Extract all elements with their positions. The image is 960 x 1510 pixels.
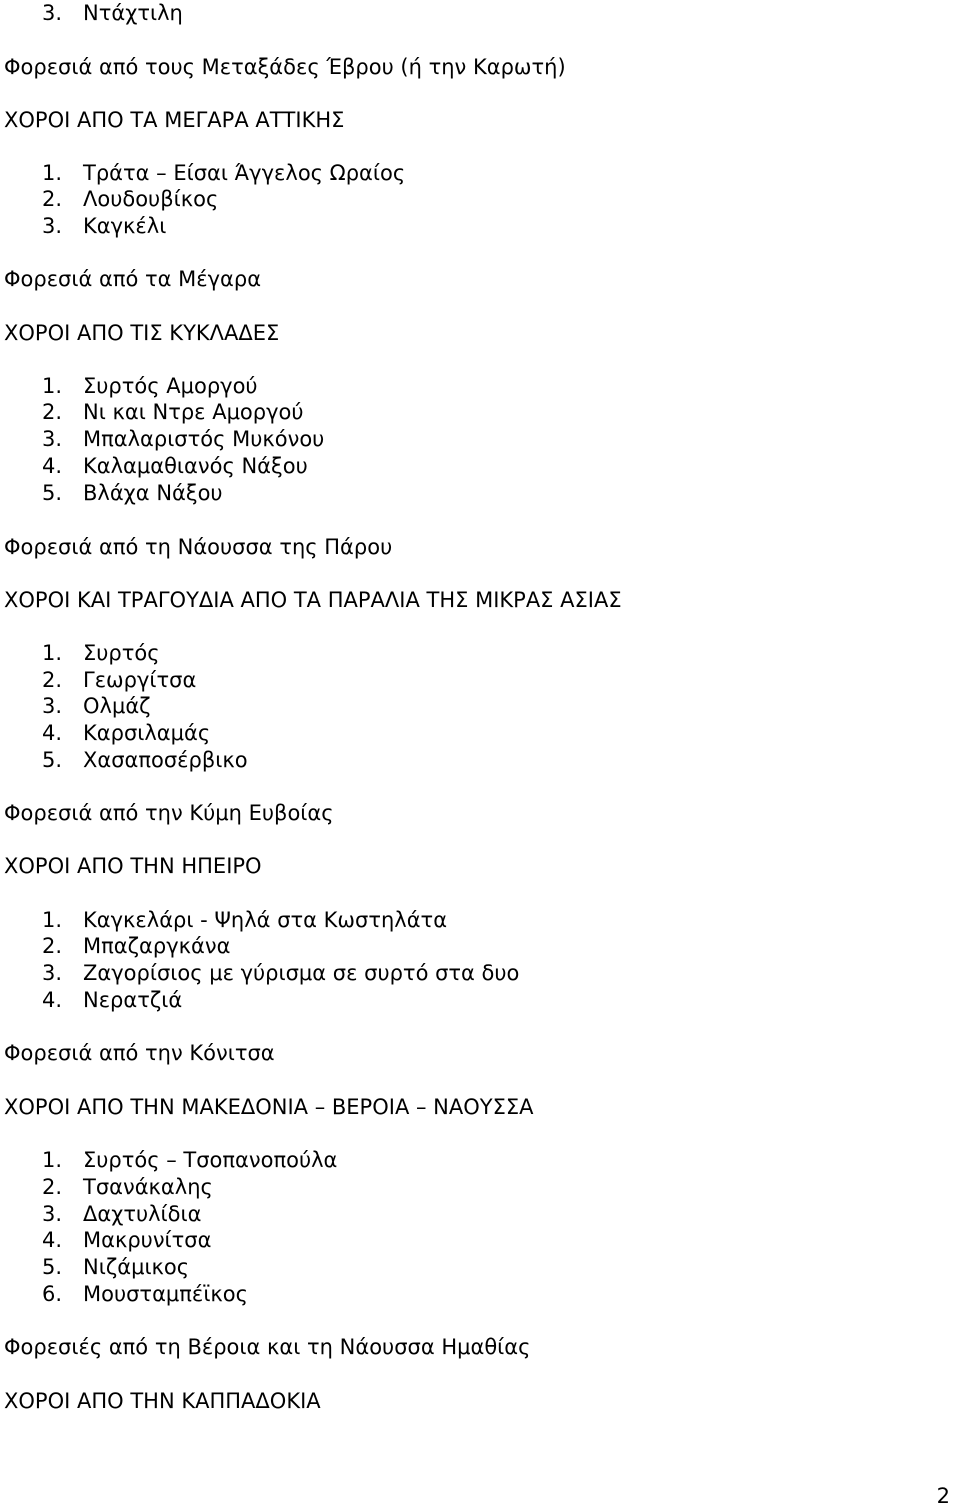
list-item-text: Νιζάμικος [83, 1255, 190, 1279]
list-item-text: Νι και Ντρε Αμοργού [83, 400, 304, 424]
list-item-text: Μπαζαργκάνα [83, 934, 231, 958]
section-heading: ΧΟΡΟΙ ΑΠΟ ΤΑ ΜΕΓΑΡΑ ΑΤΤΙΚΗΣ [4, 108, 345, 132]
list-item-text: Συρτός – Τσοπανοπούλα [83, 1148, 338, 1172]
list-item-text: Γεωργίτσα [83, 668, 197, 692]
section-heading: ΧΟΡΟΙ ΑΠΟ ΤΗΝ ΜΑΚΕΔΟΝΙΑ – ΒΕΡΟΙΑ – ΝΑΟΥΣΣΑ [4, 1095, 534, 1119]
list-item [42, 373, 258, 400]
list-item-text: Βλάχα Νάξου [83, 481, 223, 505]
list-item-number: 2. [42, 934, 63, 958]
list-item [42, 640, 160, 667]
list-item-number: 5. [42, 1255, 63, 1279]
list-item-number: 2. [42, 668, 63, 692]
list-item-text: Τράτα – Είσαι Άγγελος Ωραίος [83, 161, 406, 185]
list-item [42, 1254, 189, 1281]
list-item-number: 2. [42, 187, 63, 211]
list-item-number: 3. [42, 961, 63, 985]
costume-note: Φορεσιά από τα Μέγαρα [4, 267, 262, 291]
list-item-text: Μπαλαριστός Μυκόνου [83, 427, 325, 451]
list-item-number: 1. [42, 161, 63, 185]
list-item [42, 667, 196, 694]
list-item [42, 693, 151, 720]
list-item-text: Συρτός Αμοργού [83, 374, 258, 398]
list-item-number: 4. [42, 1228, 63, 1252]
list-item [42, 1174, 213, 1201]
list-item-number: 1. [42, 1148, 63, 1172]
list-item [42, 213, 166, 240]
list-item-number: 3. [42, 427, 63, 451]
list-item-number: 6. [42, 1282, 63, 1306]
list-item [42, 747, 248, 774]
list-item [42, 0, 183, 27]
section-heading: ΧΟΡΟΙ ΑΠΟ ΤΗΝ ΗΠΕΙΡΟ [4, 854, 262, 878]
list-item [42, 720, 210, 747]
costume-note: Φορεσιά από τους Μεταξάδες Έβρου (ή την Καρωτή) [4, 55, 566, 79]
list-item [42, 480, 223, 507]
list-item [42, 1201, 201, 1228]
costume-note: Φορεσιά από την Κύμη Ευβοίας [4, 801, 334, 825]
list-item [42, 186, 218, 213]
list-item-number: 4. [42, 721, 63, 745]
list-item [42, 1281, 248, 1308]
list-item-text: Καγκέλι [83, 214, 167, 238]
list-item-number: 3. [42, 1, 63, 25]
list-item-text: Λουδουβίκος [83, 187, 219, 211]
list-item [42, 399, 304, 426]
list-item [42, 160, 405, 187]
list-item-text: Μακρυνίτσα [83, 1228, 212, 1252]
list-item-number: 4. [42, 988, 63, 1012]
section-heading: ΧΟΡΟΙ ΑΠΟ ΤΙΣ ΚΥΚΛΑΔΕΣ [4, 321, 280, 345]
list-item-number: 1. [42, 908, 63, 932]
list-item [42, 907, 447, 934]
list-item-text: Δαχτυλίδια [83, 1202, 202, 1226]
list-item-text: Ντάχτιλη [83, 1, 183, 25]
list-item-number: 3. [42, 1202, 63, 1226]
list-item [42, 1147, 337, 1174]
costume-note: Φορεσιά από τη Νάουσσα της Πάρου [4, 535, 393, 559]
list-item-number: 5. [42, 481, 63, 505]
list-item-number: 1. [42, 641, 63, 665]
list-item [42, 1227, 211, 1254]
list-item-text: Καλαμαθιανός Νάξου [83, 454, 308, 478]
list-item-text: Χασαποσέρβικο [83, 748, 248, 772]
list-item-number: 5. [42, 748, 63, 772]
costume-note: Φορεσιές από τη Βέροια και τη Νάουσσα Ημαθίας [4, 1335, 531, 1359]
costume-note: Φορεσιά από την Κόνιτσα [4, 1041, 275, 1065]
list-item-text: Μουσταμπέϊκος [83, 1282, 248, 1306]
list-item [42, 426, 324, 453]
list-item-text: Νερατζιά [83, 988, 183, 1012]
list-item-number: 3. [42, 214, 63, 238]
list-item-text: Τσανάκαλης [83, 1175, 213, 1199]
page-number: 2 [936, 1484, 950, 1508]
list-item [42, 453, 308, 480]
list-item-number: 2. [42, 1175, 63, 1199]
list-item-text: Καγκελάρι - Ψηλά στα Κωστηλάτα [83, 908, 448, 932]
list-item-text: Συρτός [83, 641, 160, 665]
list-item-number: 4. [42, 454, 63, 478]
section-heading: ΧΟΡΟΙ ΚΑΙ ΤΡΑΓΟΥΔΙΑ ΑΠΟ ΤΑ ΠΑΡΑΛΙΑ ΤΗΣ ΜΙΚΡΑΣ ΑΣΙΑΣ [4, 588, 622, 612]
list-item [42, 933, 230, 960]
section-heading: ΧΟΡΟΙ ΑΠΟ ΤΗΝ ΚΑΠΠΑΔΟΚΙΑ [4, 1389, 321, 1413]
list-item-number: 2. [42, 400, 63, 424]
list-item-text: Ολμάζ [83, 694, 151, 718]
list-item-number: 1. [42, 374, 63, 398]
list-item [42, 960, 519, 987]
list-item-text: Ζαγορίσιος με γύρισμα σε συρτό στα δυο [83, 961, 520, 985]
list-item [42, 987, 182, 1014]
list-item-text: Καρσιλαμάς [83, 721, 211, 745]
list-item-number: 3. [42, 694, 63, 718]
